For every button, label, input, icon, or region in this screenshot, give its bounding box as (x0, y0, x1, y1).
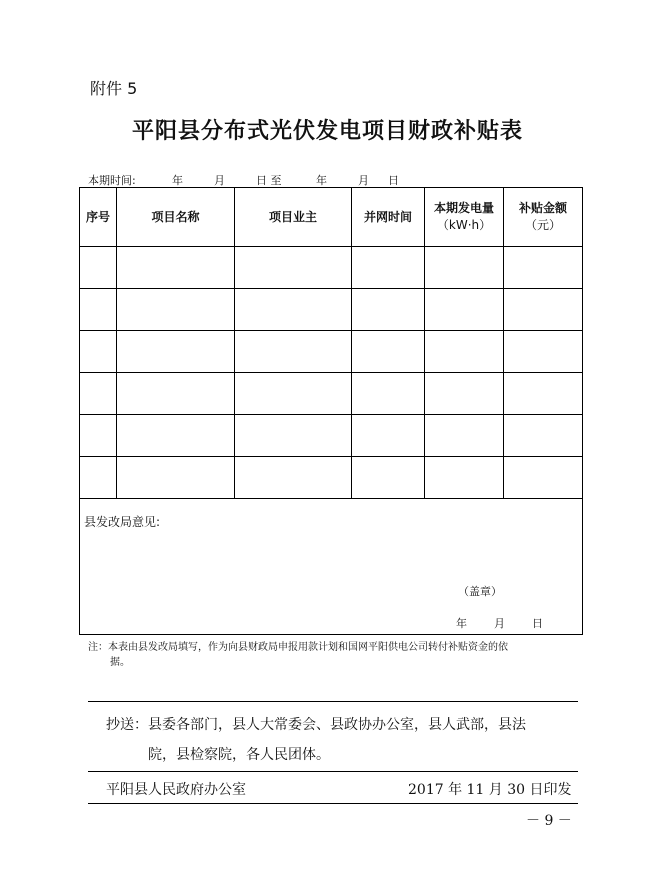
table-cell[interactable] (352, 373, 425, 415)
table-cell[interactable] (425, 415, 504, 457)
table-cell[interactable] (352, 457, 425, 499)
period-day-to: 日 至 (256, 174, 282, 187)
table-cell[interactable] (504, 247, 583, 289)
table-cell[interactable] (235, 289, 352, 331)
issuer: 平阳县人民政府办公室 (106, 782, 246, 798)
header-project-name: 项目名称 (117, 188, 235, 247)
table-row (80, 457, 583, 499)
opinion-label: 县发改局意见: (84, 515, 161, 529)
header-generation: 本期发电量 （kW·h） (425, 188, 504, 247)
table-cell[interactable] (235, 331, 352, 373)
table-note (88, 640, 583, 670)
subsidy-table (79, 187, 583, 635)
table-cell[interactable] (235, 247, 352, 289)
table-cell[interactable] (117, 415, 235, 457)
page-number: － 9 － (526, 813, 572, 829)
table-cell[interactable] (504, 289, 583, 331)
table-cell[interactable] (80, 331, 117, 373)
divider-bottom (88, 803, 578, 804)
table-cell[interactable] (117, 289, 235, 331)
table-cell[interactable] (425, 331, 504, 373)
header-seq: 序号 (80, 188, 117, 247)
header-row (80, 188, 583, 247)
seal-label: （盖章） (458, 585, 502, 598)
table-cell[interactable] (235, 415, 352, 457)
opinion-cell[interactable] (80, 499, 583, 635)
period-year-end: 年 (316, 174, 327, 187)
table-cell[interactable] (504, 331, 583, 373)
attachment-label: 附件 5 (90, 79, 138, 98)
cc-line-2: 院，县检察院，各人民团体。 (148, 747, 330, 763)
table-cell[interactable] (425, 373, 504, 415)
table-cell[interactable] (117, 331, 235, 373)
opinion-day: 日 (532, 617, 543, 630)
divider-top (88, 701, 578, 702)
opinion-month: 月 (494, 617, 505, 630)
table-cell[interactable] (235, 457, 352, 499)
document-title: 平阳县分布式光伏发电项目财政补贴表 (131, 118, 523, 144)
period-month-end: 月 (358, 174, 369, 187)
table-cell[interactable] (80, 457, 117, 499)
opinion-date (456, 615, 543, 631)
table-cell[interactable] (80, 415, 117, 457)
table-cell[interactable] (352, 247, 425, 289)
table-cell[interactable] (117, 457, 235, 499)
table-cell[interactable] (425, 457, 504, 499)
divider-middle (88, 771, 578, 772)
table-cell[interactable] (425, 247, 504, 289)
period-year-start: 年 (172, 174, 183, 187)
table-cell[interactable] (504, 373, 583, 415)
period-month-start: 月 (214, 174, 225, 187)
header-subsidy: 补贴金额 （元） (504, 188, 583, 247)
note-line-2: 据。 (110, 657, 130, 668)
period-label: 本期时间: (88, 174, 136, 187)
period-day-end: 日 (388, 174, 399, 187)
table-row (80, 247, 583, 289)
table-row (80, 331, 583, 373)
period-line (88, 172, 399, 188)
table-row (80, 373, 583, 415)
table-cell[interactable] (80, 373, 117, 415)
table-cell[interactable] (117, 247, 235, 289)
note-line-1: 注：本表由县发改局填写，作为向县财政局申报用款计划和国网平阳供电公司转付补贴资金的依 (88, 642, 508, 653)
table-row (80, 289, 583, 331)
table-cell[interactable] (425, 289, 504, 331)
opinion-row (80, 499, 583, 635)
table-cell[interactable] (80, 289, 117, 331)
table-cell[interactable] (352, 289, 425, 331)
header-owner: 项目业主 (235, 188, 352, 247)
table-row (80, 415, 583, 457)
cc-line-1: 抄送：县委各部门，县人大常委会、县政协办公室，县人武部，县法 (106, 717, 526, 733)
issue-date: 2017 年 11 月 30 日印发 (408, 782, 572, 798)
cc-block (106, 710, 576, 770)
table-cell[interactable] (80, 247, 117, 289)
table-cell[interactable] (504, 457, 583, 499)
table-cell[interactable] (352, 331, 425, 373)
table-cell[interactable] (235, 373, 352, 415)
table-cell[interactable] (352, 415, 425, 457)
table-cell[interactable] (504, 415, 583, 457)
table-cell[interactable] (117, 373, 235, 415)
opinion-year: 年 (456, 617, 467, 630)
header-grid-time: 并网时间 (352, 188, 425, 247)
